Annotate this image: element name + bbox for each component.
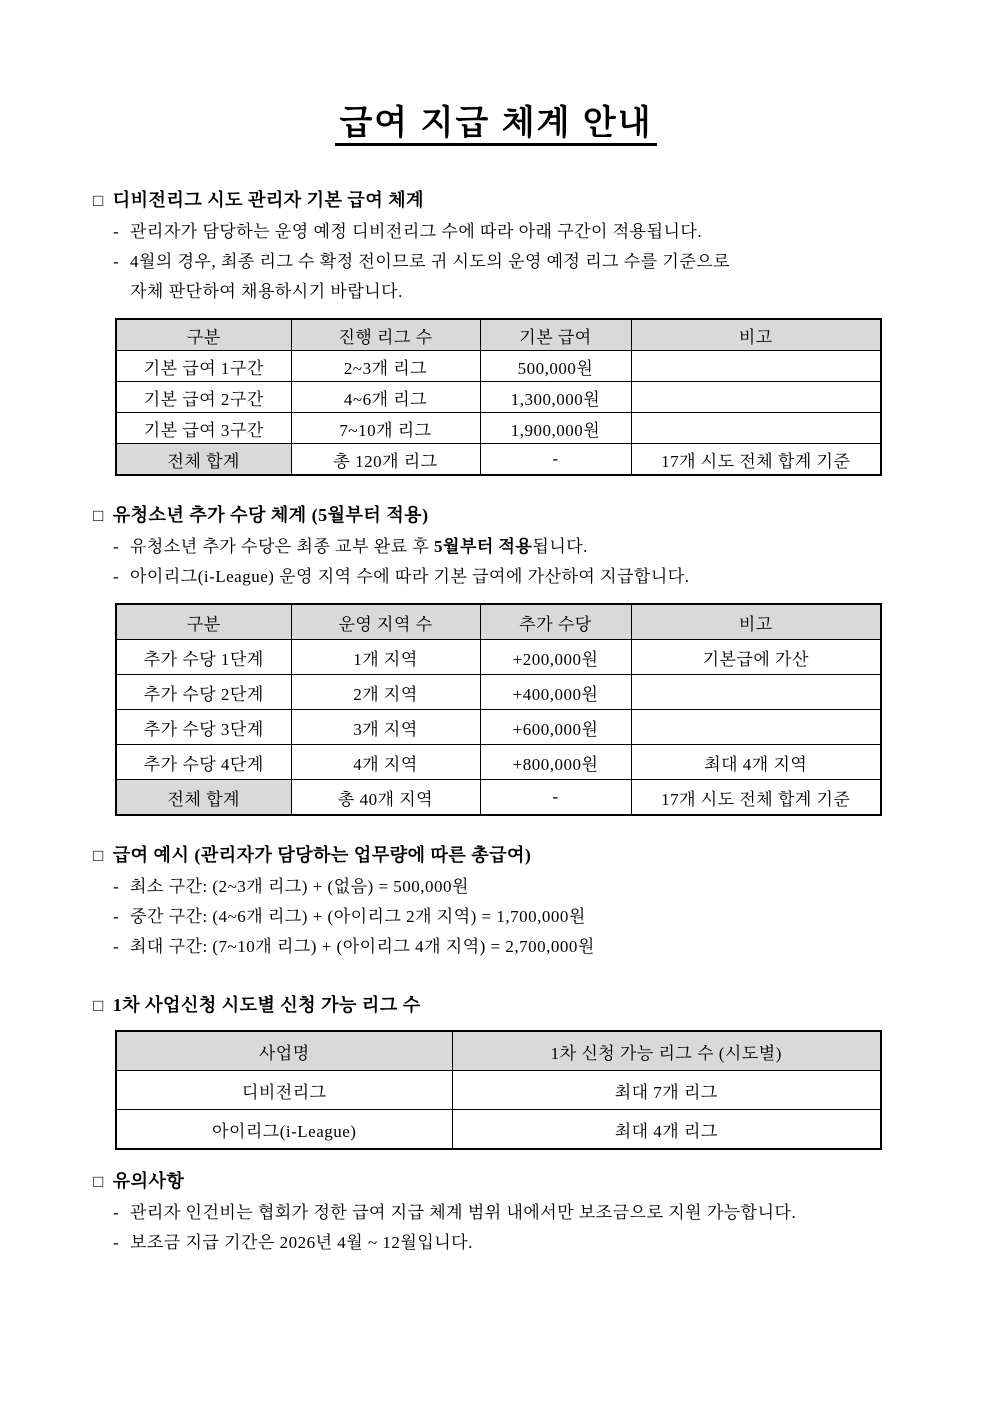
bullet-text xyxy=(130,532,894,562)
table-cell: 기본 급여 1구간 xyxy=(116,351,291,382)
table-row xyxy=(116,351,881,382)
square-bullet-icon: □ xyxy=(93,191,104,211)
table-cell: 1,300,000원 xyxy=(480,382,631,413)
bullet-text-bold: 5월부터 적용 xyxy=(434,537,533,557)
bullet-text: 중간 구간: (4~6개 리그) + (아이리그 2개 지역) = 1,700,000원 xyxy=(130,907,586,927)
dash-marker: - xyxy=(113,222,120,242)
table-header-row xyxy=(116,319,881,351)
section-youth-allowance xyxy=(93,502,894,816)
dash-marker: - xyxy=(113,567,120,587)
square-bullet-icon: □ xyxy=(93,1172,104,1192)
table-cell xyxy=(631,413,881,444)
bullet-line xyxy=(113,932,894,962)
table-cell: 추가 수당 2단계 xyxy=(116,675,291,710)
table-header-cell: 운영 지역 수 xyxy=(291,604,480,640)
table-header-cell: 기본 급여 xyxy=(480,319,631,351)
table-row xyxy=(116,1110,881,1150)
table-header-row xyxy=(116,1031,881,1071)
table-cell: +800,000원 xyxy=(480,745,631,780)
table-cell: 추가 수당 4단계 xyxy=(116,745,291,780)
page-title-text: 급여 지급 체계 안내 xyxy=(335,104,656,146)
table-cell: 2개 지역 xyxy=(291,675,480,710)
table-header-cell: 구분 xyxy=(116,319,291,351)
table-cell xyxy=(631,382,881,413)
bullet-line xyxy=(113,532,894,562)
section-first-round-application-heading-text: 1차 사업신청 시도별 신청 가능 리그 수 xyxy=(112,995,421,1016)
section-salary-examples-bullets xyxy=(113,872,894,962)
table-cell: - xyxy=(480,780,631,816)
bullet-line xyxy=(113,1228,894,1258)
section-notes-bullets xyxy=(113,1198,894,1258)
dash-marker: - xyxy=(113,877,120,897)
table-header-row xyxy=(116,604,881,640)
dash-marker: - xyxy=(113,937,120,957)
bullet-line xyxy=(113,902,894,932)
table-cell: 추가 수당 1단계 xyxy=(116,640,291,675)
bullet-text: 관리자가 담당하는 운영 예정 디비전리그 수에 따라 아래 구간이 적용됩니다. xyxy=(130,222,703,242)
table-header-cell: 추가 수당 xyxy=(480,604,631,640)
section-salary-examples-heading-text: 급여 예시 (관리자가 담당하는 업무량에 따른 총급여) xyxy=(112,845,532,866)
table-row xyxy=(116,710,881,745)
section-first-round-application-heading xyxy=(93,992,894,1019)
section-youth-allowance-heading-text: 유청소년 추가 수당 체계 (5월부터 적용) xyxy=(112,505,429,526)
table-header-cell: 사업명 xyxy=(116,1031,452,1071)
table-cell: 디비전리그 xyxy=(116,1071,452,1110)
table-cell xyxy=(631,675,881,710)
bullet-line xyxy=(113,1198,894,1228)
section-basic-salary xyxy=(93,187,894,476)
table-cell: 기본급에 가산 xyxy=(631,640,881,675)
section-notes xyxy=(93,1168,894,1258)
table-header-cell: 구분 xyxy=(116,604,291,640)
table-row xyxy=(116,640,881,675)
bullet-text: 자체 판단하여 채용하시기 바랍니다. xyxy=(130,282,403,302)
table-header-cell: 진행 리그 수 xyxy=(291,319,480,351)
table-cell: 총 120개 리그 xyxy=(291,444,480,476)
table-cell: +400,000원 xyxy=(480,675,631,710)
dash-marker: - xyxy=(113,1233,120,1253)
bullet-line xyxy=(113,217,894,247)
table-cell: +600,000원 xyxy=(480,710,631,745)
section-notes-heading-text: 유의사항 xyxy=(112,1171,185,1192)
table-total-row xyxy=(116,444,881,476)
bullet-text: 관리자 인건비는 협회가 정한 급여 지급 체계 범위 내에서만 보조금으로 지원 가능합니다. xyxy=(130,1203,797,1223)
table-row xyxy=(116,413,881,444)
bullet-line xyxy=(113,247,894,277)
table-header-cell: 비고 xyxy=(631,319,881,351)
table-cell: 1개 지역 xyxy=(291,640,480,675)
section-first-round-application xyxy=(93,992,894,1150)
table-cell: 4개 지역 xyxy=(291,745,480,780)
table-cell: 최대 4개 지역 xyxy=(631,745,881,780)
table-cell: - xyxy=(480,444,631,476)
square-bullet-icon: □ xyxy=(93,846,104,866)
bullet-text-pre: 유청소년 추가 수당은 최종 교부 완료 후 xyxy=(130,537,435,557)
table-cell: 3개 지역 xyxy=(291,710,480,745)
table-row xyxy=(116,745,881,780)
table-row xyxy=(116,382,881,413)
section-youth-allowance-heading xyxy=(93,502,894,529)
bullet-text: 최대 구간: (7~10개 리그) + (아이리그 4개 지역) = 2,700,000원 xyxy=(130,937,595,957)
table-header-cell: 1차 신청 가능 리그 수 (시도별) xyxy=(452,1031,881,1071)
first-round-application-table xyxy=(115,1030,882,1150)
bullet-text-post: 됩니다. xyxy=(532,537,588,557)
table-cell: 500,000원 xyxy=(480,351,631,382)
square-bullet-icon: □ xyxy=(93,996,104,1016)
table-cell: 1,900,000원 xyxy=(480,413,631,444)
table-total-row xyxy=(116,780,881,816)
section-youth-allowance-bullets xyxy=(113,532,894,592)
bullet-text: 최소 구간: (2~3개 리그) + (없음) = 500,000원 xyxy=(130,877,469,897)
page-title xyxy=(0,0,992,143)
youth-allowance-table xyxy=(115,603,882,816)
table-cell: 추가 수당 3단계 xyxy=(116,710,291,745)
section-basic-salary-heading xyxy=(93,187,894,214)
dash-marker: - xyxy=(113,1203,120,1223)
dash-marker xyxy=(113,277,130,307)
bullet-text: 아이리그(i-League) 운영 지역 수에 따라 기본 급여에 가산하여 지급합니다. xyxy=(130,567,690,587)
table-cell: 최대 7개 리그 xyxy=(452,1071,881,1110)
bullet-text: 보조금 지급 기간은 2026년 4월 ~ 12월입니다. xyxy=(130,1233,473,1253)
bullet-text: 4월의 경우, 최종 리그 수 확정 전이므로 귀 시도의 운영 예정 리그 수를 기준으로 xyxy=(130,252,731,272)
section-notes-heading xyxy=(93,1168,894,1195)
table-cell: 아이리그(i-League) xyxy=(116,1110,452,1150)
section-basic-salary-heading-text: 디비전리그 시도 관리자 기본 급여 체계 xyxy=(112,190,424,211)
dash-marker: - xyxy=(113,907,120,927)
table-cell: 17개 시도 전체 합계 기준 xyxy=(631,780,881,816)
table-cell: 7~10개 리그 xyxy=(291,413,480,444)
table-cell: 2~3개 리그 xyxy=(291,351,480,382)
square-bullet-icon: □ xyxy=(93,506,104,526)
table-cell: 최대 4개 리그 xyxy=(452,1110,881,1150)
table-cell: 전체 합계 xyxy=(116,780,291,816)
dash-marker: - xyxy=(113,537,120,557)
basic-salary-table xyxy=(115,318,882,476)
bullet-line xyxy=(113,872,894,902)
section-salary-examples-heading xyxy=(93,842,894,869)
table-cell xyxy=(631,351,881,382)
table-cell: +200,000원 xyxy=(480,640,631,675)
bullet-line xyxy=(113,277,894,307)
table-row xyxy=(116,1071,881,1110)
table-header-cell: 비고 xyxy=(631,604,881,640)
table-cell: 전체 합계 xyxy=(116,444,291,476)
section-basic-salary-bullets xyxy=(113,217,894,307)
table-cell: 기본 급여 3구간 xyxy=(116,413,291,444)
bullet-line xyxy=(113,562,894,592)
table-cell: 4~6개 리그 xyxy=(291,382,480,413)
table-cell: 17개 시도 전체 합계 기준 xyxy=(631,444,881,476)
table-cell xyxy=(631,710,881,745)
table-row xyxy=(116,675,881,710)
table-cell: 총 40개 지역 xyxy=(291,780,480,816)
table-cell: 기본 급여 2구간 xyxy=(116,382,291,413)
section-salary-examples xyxy=(93,842,894,962)
dash-marker: - xyxy=(113,252,120,272)
